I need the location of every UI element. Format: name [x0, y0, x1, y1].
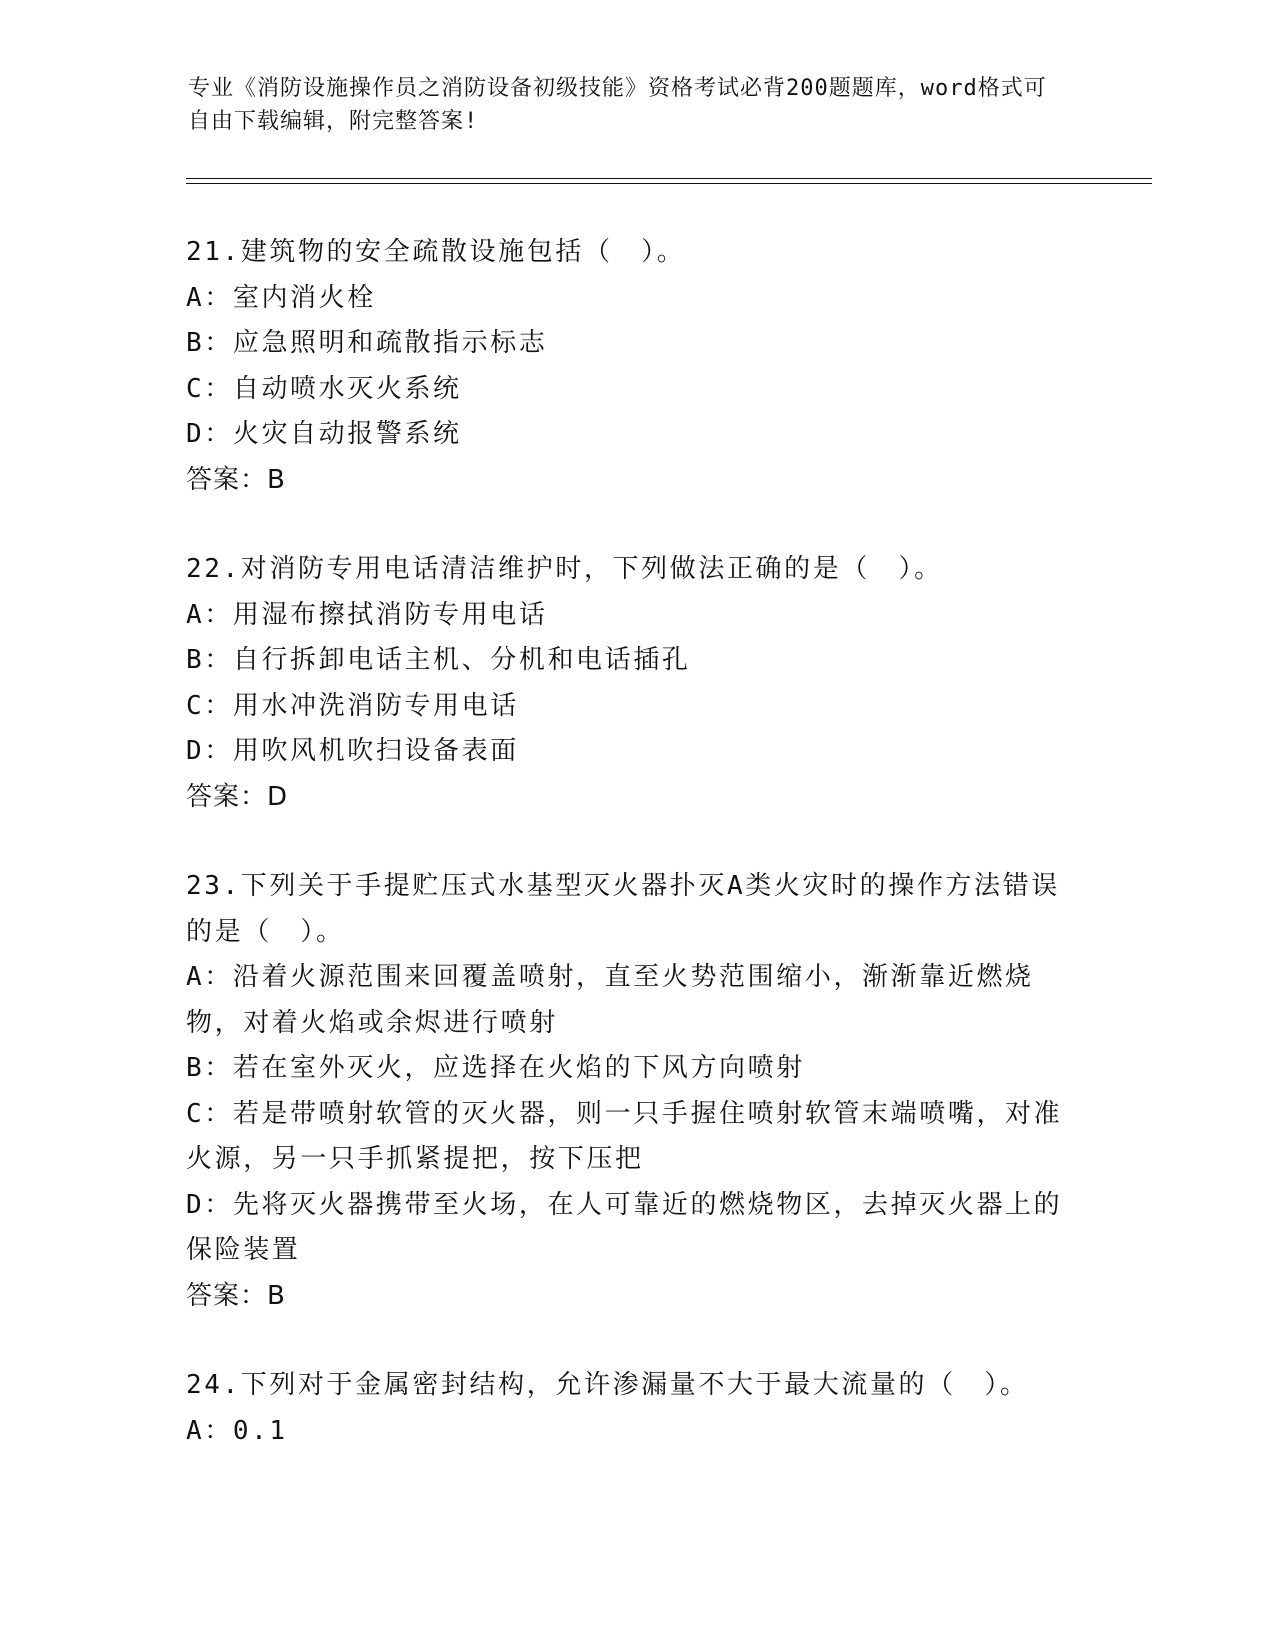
answer: 答案：D [186, 781, 289, 812]
question-21 [186, 230, 1076, 503]
question-stem: 22.对消防专用电话清洁维护时，下列做法正确的是（ ）。 [186, 554, 943, 584]
header-rule-bottom [186, 183, 1152, 184]
option-b: B：自行拆卸电话主机、分机和电话插孔 [186, 645, 691, 675]
question-stem: 21.建筑物的安全疏散设施包括（ ）。 [186, 237, 686, 267]
option-c: C：自动喷水灭火系统 [186, 373, 462, 404]
option-d: D：火灾自动报警系统 [186, 419, 462, 449]
answer: 答案：B [186, 464, 286, 495]
question-stem: 24.下列对于金属密封结构，允许渗漏量不大于最大流量的（ ）。 [186, 1370, 1029, 1400]
question-24 [186, 1363, 1076, 1454]
document-header: 专业《消防设施操作员之消防设备初级技能》资格考试必背200题题库，word格式可自由下载编辑，附完整答案! [188, 76, 1047, 134]
option-a: A：用湿布擦拭消防专用电话 [186, 599, 548, 630]
option-a: A：0.1 [186, 1415, 288, 1446]
option-d: D：先将灭火器携带至火场，在人可靠近的燃烧物区，去掉灭火器上的保险装置 [186, 1189, 1063, 1265]
option-c: C：若是带喷射软管的灭火器，则一只手握住喷射软管末端喷嘴，对准火源，另一只手抓紧提把，按下压把 [186, 1098, 1063, 1174]
question-stem: 23.下列关于手提贮压式水基型灭火器扑灭A类火灾时的操作方法错误的是（ ）。 [186, 871, 1060, 947]
option-d: D：用吹风机吹扫设备表面 [186, 736, 519, 766]
option-a: A：室内消火栓 [186, 282, 376, 313]
option-b: B：若在室外灭火，应选择在火焰的下风方向喷射 [186, 1053, 805, 1083]
answer: 答案：B [186, 1280, 286, 1311]
question-list [186, 230, 1076, 1498]
header-rule-top [186, 178, 1152, 179]
option-c: C：用水冲洗消防专用电话 [186, 690, 519, 721]
question-23 [186, 864, 1076, 1319]
question-22 [186, 547, 1076, 820]
option-a: A：沿着火源范围来回覆盖喷射，直至火势范围缩小，渐渐靠近燃烧物，对着火焰或余烬进行喷射 [186, 962, 1034, 1038]
option-b: B：应急照明和疏散指示标志 [186, 328, 548, 358]
